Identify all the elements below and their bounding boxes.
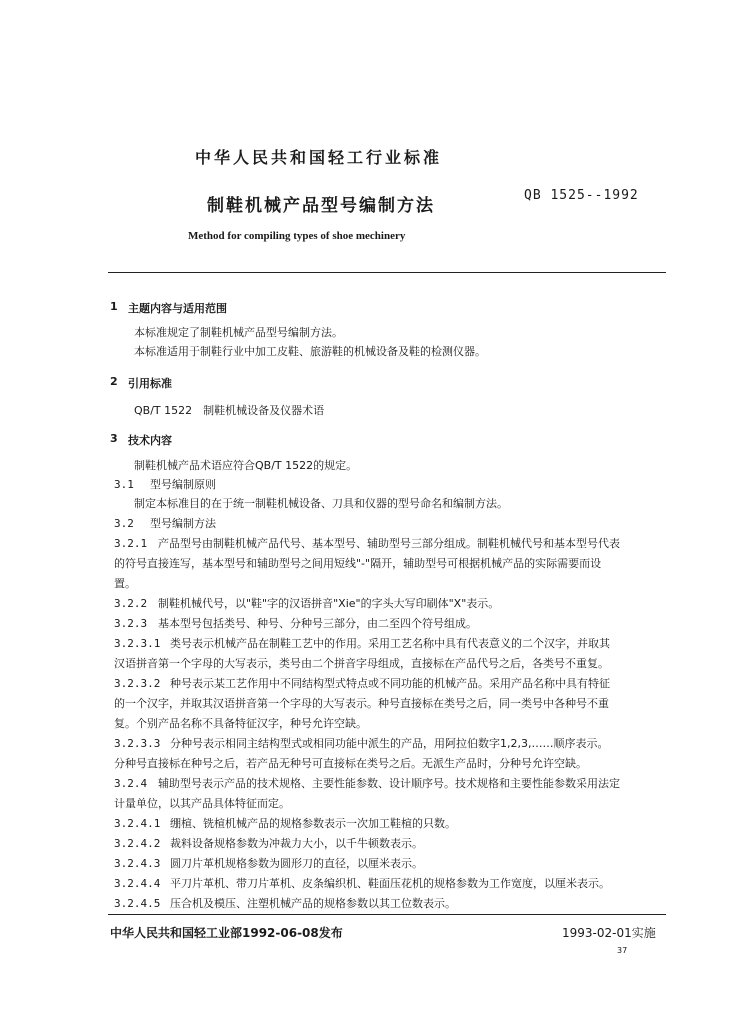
item-text: 型号编制原则 (150, 478, 216, 491)
item-num: 3.2.3.1 (114, 637, 161, 650)
document-title: 制鞋机械产品型号编制方法 (207, 196, 435, 216)
section-1-number: 1 (110, 300, 118, 313)
item-num: 3.2.3 (114, 617, 148, 630)
item-text: 制定本标准目的在于统一制鞋机械设备、刀具和仪器的型号命名和编制方法。 (134, 497, 508, 510)
issuer-line: 中华人民共和国轻工业部1992-06-08发布 (110, 926, 343, 940)
item-num: 3.2.4.5 (114, 897, 161, 910)
item-text: 裁料设备规格参数为冲裁力大小，以千牛顿数表示。 (170, 837, 423, 850)
org-header: 中华人民共和国轻工行业标准 (195, 148, 443, 167)
item-text: 计量单位，以其产品具体特征而定。 (114, 797, 290, 810)
section-2-title: 引用标准 (128, 377, 172, 390)
english-title: Method for compiling types of shoe mechinery (188, 230, 406, 242)
item-num: 3.2.4.4 (114, 877, 161, 890)
section-3-para-1: 制鞋机械产品术语应符合QB/T 1522的规定。 (134, 459, 358, 472)
item-text: 基本型号包括类号、种号、分种号三部分，由二至四个符号组成。 (158, 617, 477, 630)
item-text: 辅助型号表示产品的技术规格、主要性能参数、设计顺序号。技术规格和主要性能参数采用法定 (158, 777, 620, 790)
item-text: 置。 (114, 577, 136, 590)
item-num: 3.2.4.1 (114, 817, 161, 830)
item-text: 压合机及模压、注塑机械产品的规格参数以其工位数表示。 (170, 897, 456, 910)
item-num: 3.2.4.2 (114, 837, 161, 850)
standard-code: QB 1525--1992 (524, 188, 639, 203)
item-text: 分种号表示相同主结构型式或相同功能中派生的产品，用阿拉伯数字1,2,3,……顺序表示。 (170, 737, 609, 750)
item-text: 的符号直接连写，基本型号和辅助型号之间用短线"-"隔开，辅助型号可根据机械产品的实际需要而设 (114, 557, 602, 570)
item-num: 3.2 (114, 517, 134, 530)
item-num: 3.2.3.2 (114, 677, 161, 690)
section-1-title: 主题内容与适用范围 (128, 302, 227, 315)
section-3-number: 3 (110, 432, 118, 445)
item-text: 绷楦、铣楦机械产品的规格参数表示一次加工鞋楦的只数。 (170, 817, 456, 830)
item-text: 种号表示某工艺作用中不同结构型式特点或不同功能的机械产品。采用产品名称中具有特征 (170, 677, 610, 690)
item-num: 3.2.4.3 (114, 857, 161, 870)
item-text: 汉语拼音第一个字母的大写表示，类号由二个拼音字母组成，直接标在产品代号之后，各类号不重复。 (114, 657, 609, 670)
item-num: 3.2.3.3 (114, 737, 161, 750)
item-text: 制鞋机械代号，以"鞋"字的汉语拼音"Xie"的字头大写印刷体"X"表示。 (158, 597, 500, 610)
section-3-title: 技术内容 (128, 434, 172, 447)
item-text: 复。个别产品名称不具备特征汉字，种号允许空缺。 (114, 717, 367, 730)
page-number: 37 (617, 946, 628, 955)
item-text: 圆刀片革机规格参数为圆形刀的直径，以厘米表示。 (170, 857, 423, 870)
item-text: 的一个汉字，并取其汉语拼音第一个字母的大写表示。种号直接标在类号之后，同一类号中各种号不重 (114, 697, 609, 710)
item-text: 产品型号由制鞋机械产品代号、基本型号、辅助型号三部分组成。制鞋机械代号和基本型号代表 (158, 537, 620, 550)
item-text: 平刀片革机、带刀片革机、皮条编织机、鞋面压花机的规格参数为工作宽度，以厘米表示。 (170, 877, 610, 890)
item-num: 3.2.2 (114, 597, 148, 610)
section-1-para-2: 本标准适用于制鞋行业中加工皮鞋、旅游鞋的机械设备及鞋的检测仪器。 (134, 345, 486, 358)
section-2-number: 2 (110, 375, 118, 388)
effective-date: 1993-02-01实施 (562, 926, 656, 940)
header-rule (108, 272, 666, 273)
item-text: 型号编制方法 (150, 517, 216, 530)
item-num: 3.2.1 (114, 537, 148, 550)
item-num: 3.2.4 (114, 777, 148, 790)
footer-rule (108, 914, 666, 915)
section-1-para-1: 本标准规定了制鞋机械产品型号编制方法。 (134, 326, 343, 339)
section-2-para-1: QB/T 1522 制鞋机械设备及仪器术语 (134, 404, 325, 417)
item-text: 类号表示机械产品在制鞋工艺中的作用。采用工艺名称中具有代表意义的二个汉字，并取其 (170, 637, 610, 650)
item-text: 分种号直接标在种号之后，若产品无种号可直接标在类号之后。无派生产品时，分种号允许空缺。 (114, 757, 587, 770)
item-num: 3.1 (114, 478, 134, 491)
